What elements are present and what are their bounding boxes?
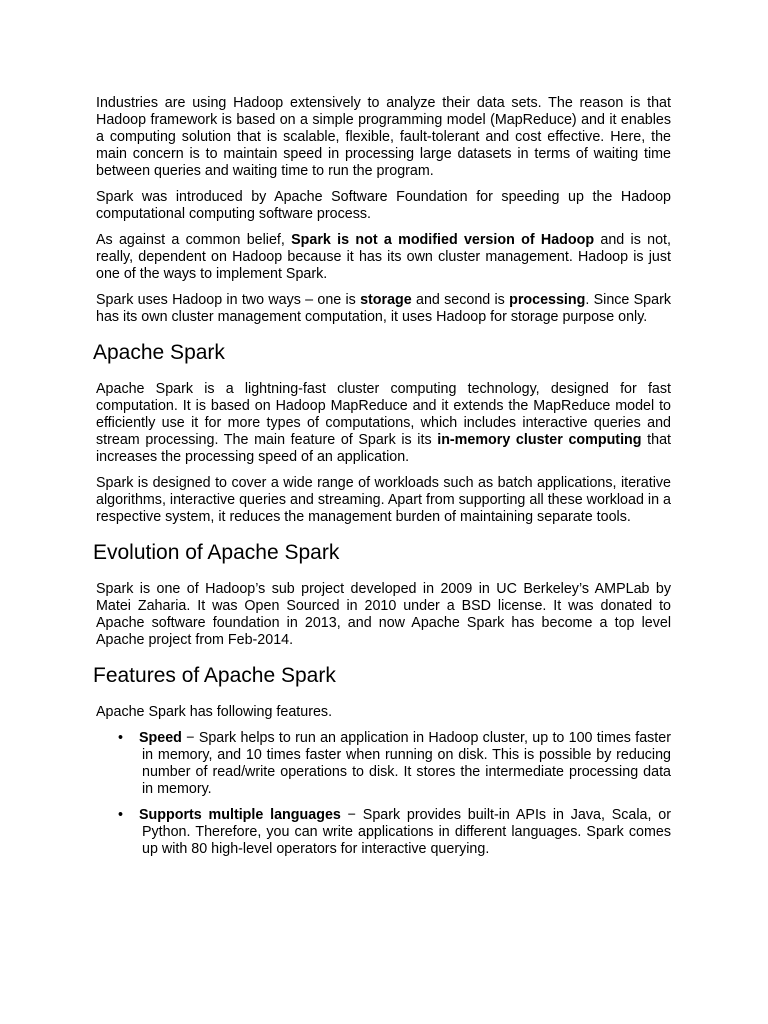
bold-text-run: storage <box>360 292 412 308</box>
list-item-speed <box>118 730 671 798</box>
feature-term: Speed <box>139 730 182 746</box>
list-item-multiple-languages <box>118 807 671 858</box>
evolution-paragraph: Spark is one of Hadoop’s sub project developed in 2009 in UC Berkeley’s AMPLab by Matei Zaharia. It was Open Sourced in 2010 under a BSD license. It was donated to Apache software foundation in 2013, and now Apache Spark has become a top level Apache project from Feb-2014. <box>96 581 671 648</box>
text-run: . Since Spark has its own cluster management computation, it uses Hadoop for storage purpose only. <box>96 292 671 325</box>
text-run: and second is <box>411 292 510 308</box>
intro-paragraph-hadoop-usage: Industries are using Hadoop extensively to analyze their data sets. The reason is that Hadoop framework is based on a simple programming model (MapReduce) and it enables a computing solution that is scalable, flexible, fault-tolerant and cost effective. Here, the main concern is to maintain speed in processing large datasets in terms of waiting time between queries and waiting time to run the program. <box>96 95 671 179</box>
heading-features-of-apache-spark: Features of Apache Spark <box>93 664 336 687</box>
text-run: that increases the processing speed of an application. <box>96 432 671 465</box>
features-list <box>96 730 671 858</box>
features-intro: Apache Spark has following features. <box>96 704 333 720</box>
feature-term: Supports multiple languages <box>139 807 341 823</box>
feature-description: − Spark helps to run an application in Hadoop cluster, up to 100 times faster in memory, and 10 times faster when running on disk. This is possible by reducing number of read/write operations to disk. It stores the intermediate processing data in memory. <box>142 730 671 797</box>
intro-paragraph-hadoop-two-ways <box>96 292 671 326</box>
bold-text-run: in-memory cluster computing <box>437 432 642 448</box>
intro-paragraph-common-belief <box>96 232 671 283</box>
heading-apache-spark: Apache Spark <box>93 341 225 364</box>
bold-text-run: processing <box>509 292 586 308</box>
text-run: and is not, really, dependent on Hadoop because it has its own cluster management. Hadoop is just one of the ways to implement Spark. <box>96 232 671 282</box>
heading-evolution-of-apache-spark: Evolution of Apache Spark <box>93 541 340 564</box>
intro-paragraph-spark-introduction: Spark was introduced by Apache Software Foundation for speeding up the Hadoop computational computing software process. <box>96 189 671 222</box>
feature-description: − Spark provides built-in APIs in Java, Scala, or Python. Therefore, you can write applications in different languages. Spark comes up with 80 high-level operators for interactive querying. <box>142 807 671 857</box>
bold-text-run: Spark is not a modified version of Hadoop <box>291 232 595 248</box>
text-run: Apache Spark is a lightning-fast cluster computing technology, designed for fast computation. It is based on Hadoop MapReduce and it extends the MapReduce model to efficiently use it for more types of computations, which includes interactive queries and stream processing. The main feature of Spark is its <box>96 381 671 448</box>
apache-spark-paragraph-2: Spark is designed to cover a wide range of workloads such as batch applications, iterative algorithms, interactive queries and streaming. Apart from supporting all these workload in a respective system, it reduces the management burden of maintaining separate tools. <box>96 475 671 525</box>
text-run: As against a common belief, <box>96 232 292 248</box>
bullet-icon: • <box>118 807 124 823</box>
text-run: Spark uses Hadoop in two ways – one is <box>96 292 361 308</box>
bullet-icon: • <box>118 730 124 746</box>
apache-spark-paragraph-1 <box>96 381 671 466</box>
